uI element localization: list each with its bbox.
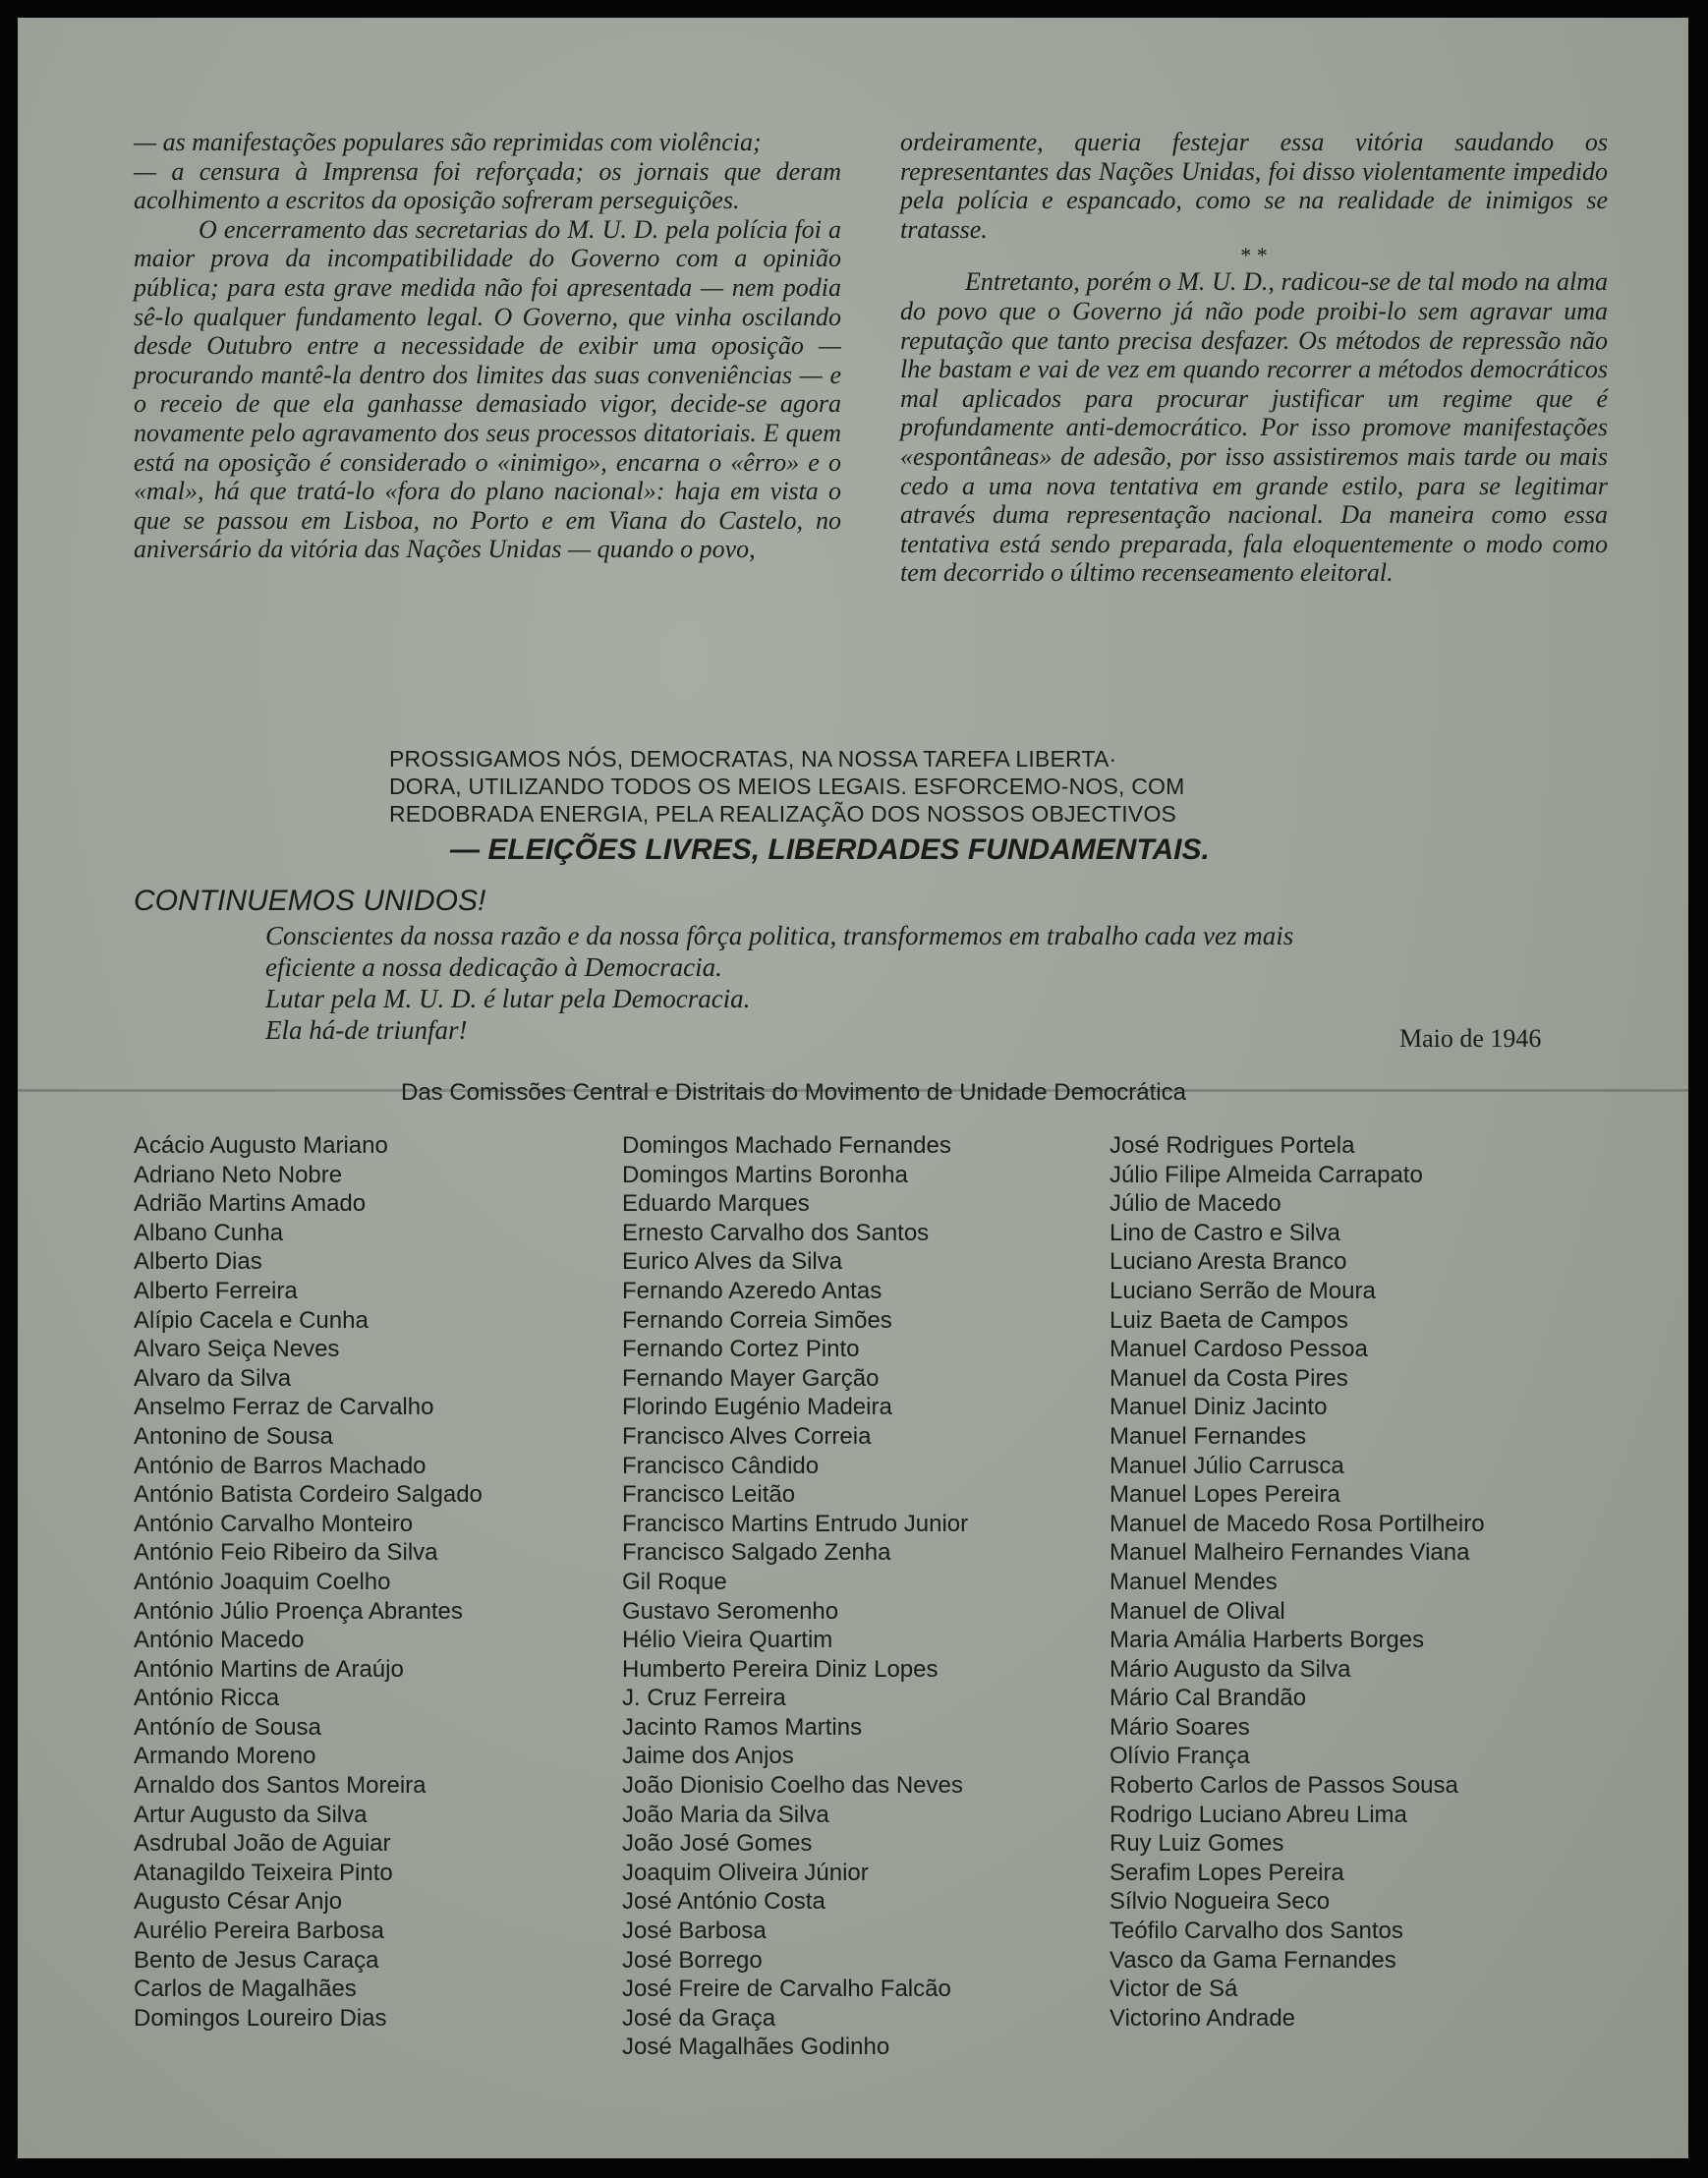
signatory-name: Olívio França <box>1110 1743 1250 1770</box>
names-column-2 <box>622 1131 1110 2062</box>
signatory-name: José da Graça <box>622 2004 776 2032</box>
signatory-name: Domingos Martins Boronha <box>622 1161 908 1188</box>
signatory-name: Luciano Serrão de Moura <box>1110 1277 1376 1304</box>
left-column <box>134 128 841 588</box>
signatory-name: Sílvio Nogueira Seco <box>1110 1888 1331 1916</box>
signatory-name: Adrião Martins Amado <box>134 1190 367 1218</box>
signatories-list <box>134 1131 1608 2062</box>
paragraph: — as manifestações populares são reprimidas com violência; <box>134 128 762 156</box>
signatory-name: J. Cruz Ferreira <box>622 1685 786 1712</box>
signatory-name: Roberto Carlos de Passos Sousa <box>1110 1772 1458 1800</box>
signatory-name: Alberto Dias <box>134 1248 262 1276</box>
closing-line: Ela há-de triunfar! <box>265 1015 468 1045</box>
signatory-name: Luiz Baeta de Campos <box>1110 1306 1348 1334</box>
signatory-name: Eurico Alves da Silva <box>622 1248 843 1276</box>
section-separator: * * <box>1240 243 1268 268</box>
signatory-name: Manuel Malheiro Fernandes Viana <box>1110 1539 1470 1567</box>
signatory-name: António Feio Ribeiro da Silva <box>134 1539 438 1567</box>
signatory-name: Hélio Vieira Quartim <box>622 1627 833 1654</box>
heading: CONTINUEMOS UNIDOS! <box>134 885 486 917</box>
signatory-name: Manuel Diniz Jacinto <box>1110 1394 1328 1421</box>
signatory-name: Manuel Júlio Carrusca <box>1110 1452 1344 1479</box>
names-column-3 <box>1110 1131 1601 2062</box>
appeal-line: REDOBRADA ENERGIA, PELA REALIZAÇÃO DOS NOSSOS OBJECTIVOS <box>389 801 1177 827</box>
signatory-name: Ernesto Carvalho dos Santos <box>622 1219 930 1246</box>
signatory-name: Júlio de Macedo <box>1110 1190 1281 1218</box>
signatory-name: Atanagildo Teixeira Pinto <box>134 1859 393 1886</box>
signatory-name: José Freire de Carvalho Falcão <box>622 1976 951 2003</box>
signatory-name: Jacinto Ramos Martins <box>622 1713 863 1741</box>
signatory-name: Jaime dos Anjos <box>622 1743 794 1770</box>
signatory-name: Alvaro da Silva <box>134 1364 292 1392</box>
signatory-name: Francisco Leitão <box>622 1481 796 1509</box>
signatory-name: Fernando Azeredo Antas <box>622 1277 882 1304</box>
names-column-1 <box>134 1131 622 2062</box>
signatory-name: António Martins de Araújo <box>134 1655 404 1683</box>
signatory-name: Alípio Cacela e Cunha <box>134 1306 369 1334</box>
signatory-name: Domingos Loureiro Dias <box>134 2004 387 2032</box>
signatory-name: Francisco Cândido <box>622 1452 820 1479</box>
signatory-name: António de Barros Machado <box>134 1452 427 1479</box>
signatory-name: Joaquim Oliveira Júnior <box>622 1859 869 1886</box>
signatory-name: Antonino de Sousa <box>134 1422 333 1450</box>
signatory-name: Gustavo Seromenho <box>622 1597 839 1625</box>
signatory-name: Maria Amália Harberts Borges <box>1110 1627 1425 1654</box>
signatory-name: Júlio Filipe Almeida Carrapato <box>1110 1161 1423 1188</box>
signatory-name: Mário Soares <box>1110 1713 1250 1741</box>
closing-line: Lutar pela M. U. D. é lutar pela Democracia. <box>265 984 751 1013</box>
closing-line: eficiente a nossa dedicação à Democracia. <box>265 952 722 982</box>
signatory-name: Manuel de Olival <box>1110 1597 1285 1625</box>
signatory-name: Rodrigo Luciano Abreu Lima <box>1110 1801 1407 1828</box>
closing-line: Conscientes da nossa razão e da nossa fôrça politica, transformemos em trabalho cada vez mais <box>265 921 1294 950</box>
signatory-name: João Dionisio Coelho das Neves <box>622 1772 963 1800</box>
signatory-name: Manuel Cardoso Pessoa <box>1110 1336 1368 1363</box>
signatory-name: Manuel de Macedo Rosa Portilheiro <box>1110 1510 1485 1537</box>
signatory-name: Gil Roque <box>622 1568 727 1595</box>
signatory-name: Francisco Martins Entrudo Junior <box>622 1510 969 1537</box>
signatory-name: António Joaquim Coelho <box>134 1568 391 1595</box>
signatory-name: José António Costa <box>622 1888 826 1916</box>
signatory-name: Carlos de Magalhães <box>134 1976 357 2003</box>
slogan: — ELEIÇÕES LIVRES, LIBERDADES FUNDAMENTAIS. <box>450 833 1210 866</box>
signatory-name: Asdrubal João de Aguiar <box>134 1830 391 1858</box>
intro-text <box>134 128 1608 588</box>
signatory-name: Manuel da Costa Pires <box>1110 1364 1348 1392</box>
signatory-name: Alvaro Seiça Neves <box>134 1336 340 1363</box>
signatory-name: António Carvalho Monteiro <box>134 1510 414 1537</box>
paragraph: Entretanto, porém o M. U. D., radicou-se de tal modo na alma do povo que o Governo já não pode proibi-lo sem agravar uma reputação que tanto precisa desfazer. Os métodos de repressão não lhe bastam e vai de vez em quando recorrer a métodos democráticos mal aplicados para procurar justificar um regime que é profundamente anti-democrático. Por isso promove manifestações «espontâneas» de adesão, por isso assistiremos mais tarde ou mais cedo a uma nova tentativa em grande estilo, para se legitimar através duma representação nacional. Da maneira como essa tentativa está sendo preparada, fala eloquentemente o modo como tem decorrido o último recenseamento eleitoral. <box>900 267 1608 588</box>
signatory-name: José Rodrigues Portela <box>1110 1132 1355 1159</box>
signatory-name: Antónío de Sousa <box>134 1713 321 1741</box>
appeal-block <box>389 745 1352 828</box>
signatory-name: Humberto Pereira Diniz Lopes <box>622 1655 939 1683</box>
signatory-name: José Borrego <box>622 1946 763 1974</box>
signatory-name: Bento de Jesus Caraça <box>134 1946 379 1974</box>
signatory-name: António Ricca <box>134 1685 280 1712</box>
signatory-name: José Barbosa <box>622 1918 767 1945</box>
signatory-name: Teófilo Carvalho dos Santos <box>1110 1918 1403 1945</box>
signatory-name: Vasco da Gama Fernandes <box>1110 1946 1396 1974</box>
signatory-name: Manuel Lopes Pereira <box>1110 1481 1340 1509</box>
signatory-name: Acácio Augusto Mariano <box>134 1132 388 1159</box>
signatory-name: Fernando Mayer Garção <box>622 1364 880 1392</box>
signatory-name: Mário Cal Brandão <box>1110 1685 1307 1712</box>
signatory-name: Mário Augusto da Silva <box>1110 1655 1351 1683</box>
signatory-name: Serafim Lopes Pereira <box>1110 1859 1344 1886</box>
signatory-name: Arnaldo dos Santos Moreira <box>134 1772 427 1800</box>
signatory-name: Luciano Aresta Branco <box>1110 1248 1347 1276</box>
signatory-name: Victor de Sá <box>1110 1976 1238 2003</box>
signatory-name: Ruy Luiz Gomes <box>1110 1830 1284 1858</box>
signatory-name: Aurélio Pereira Barbosa <box>134 1918 384 1945</box>
signatory-name: João Maria da Silva <box>622 1801 829 1828</box>
signatory-name: Domingos Machado Fernandes <box>622 1132 951 1159</box>
signatory-name: João José Gomes <box>622 1830 813 1858</box>
signatory-name: José Magalhães Godinho <box>622 2034 890 2061</box>
signatory-name: Eduardo Marques <box>622 1190 810 1218</box>
signatory-name: Fernando Correia Simões <box>622 1306 892 1334</box>
signatory-name: Albano Cunha <box>134 1219 284 1246</box>
signatory-name: Victorino Andrade <box>1110 2004 1296 2032</box>
date: Maio de 1946 <box>1399 1024 1542 1053</box>
right-column <box>900 128 1608 588</box>
signatory-name: Augusto César Anjo <box>134 1888 343 1916</box>
signatory-name: Anselmo Ferraz de Carvalho <box>134 1394 434 1421</box>
paragraph: ordeiramente, queria festejar essa vitória saudando os representantes das Nações Unidas, foi disso violentamente impedido pela polícia e espancado, como se na realidade de inimigos se tratasse. <box>900 128 1608 244</box>
signatory-name: Alberto Ferreira <box>134 1277 298 1304</box>
signatory-name: Manuel Mendes <box>1110 1568 1278 1595</box>
signatory-name: Lino de Castro e Silva <box>1110 1219 1340 1246</box>
appeal-line: DORA, UTILIZANDO TODOS OS MEIOS LEGAIS. ESFORCEMO-NOS, COM <box>389 774 1185 799</box>
signatory-name: Armando Moreno <box>134 1743 316 1770</box>
signatories-title: Das Comissões Central e Distritais do Movimento de Unidade Democrática <box>401 1079 1186 1106</box>
signatory-name: Francisco Salgado Zenha <box>622 1539 891 1567</box>
appeal-line: PROSSIGAMOS NÓS, DEMOCRATAS, NA NOSSA TAREFA LIBERTA· <box>389 746 1117 772</box>
signatory-name: Florindo Eugénio Madeira <box>622 1394 892 1421</box>
paragraph: — a censura à Imprensa foi reforçada; os jornais que deram acolhimento a escritos da oposição sofreram perseguições. <box>134 156 841 215</box>
signatory-name: António Macedo <box>134 1627 305 1654</box>
signatory-name: Fernando Cortez Pinto <box>622 1336 860 1363</box>
signatory-name: Francisco Alves Correia <box>622 1422 872 1450</box>
signatory-name: Manuel Fernandes <box>1110 1422 1307 1450</box>
signatory-name: Adriano Neto Nobre <box>134 1161 343 1188</box>
paragraph: O encerramento das secretarias do M. U. D. pela polícia foi a maior prova da incompatibilidade do Governo com a opinião pública; para esta grave medida não foi apresentada — nem podia sê-lo qualquer fundamento legal. O Governo, que vinha oscilando desde Outubro entre a necessidade de exibir uma oposição — procurando mantê-la dentro dos limites das suas conveniências — e o receio de que ela ganhasse demasiado vigor, decide-se agora novamente pelo agravamento dos seus processos ditatoriais. E quem está na oposição é considerado o «inimigo», encarna o «êrro» e o «mal», há que tratá-lo «fora do plano nacional»: haja em vista o que se passou em Lisboa, no Porto e em Viana do Castelo, no aniversário da vitória das Nações Unidas — quando o povo, <box>134 214 841 564</box>
signatory-name: António Batista Cordeiro Salgado <box>134 1481 483 1509</box>
signatory-name: Artur Augusto da Silva <box>134 1801 368 1828</box>
leaflet-page <box>18 18 1688 2158</box>
signatory-name: António Júlio Proença Abrantes <box>134 1597 463 1625</box>
